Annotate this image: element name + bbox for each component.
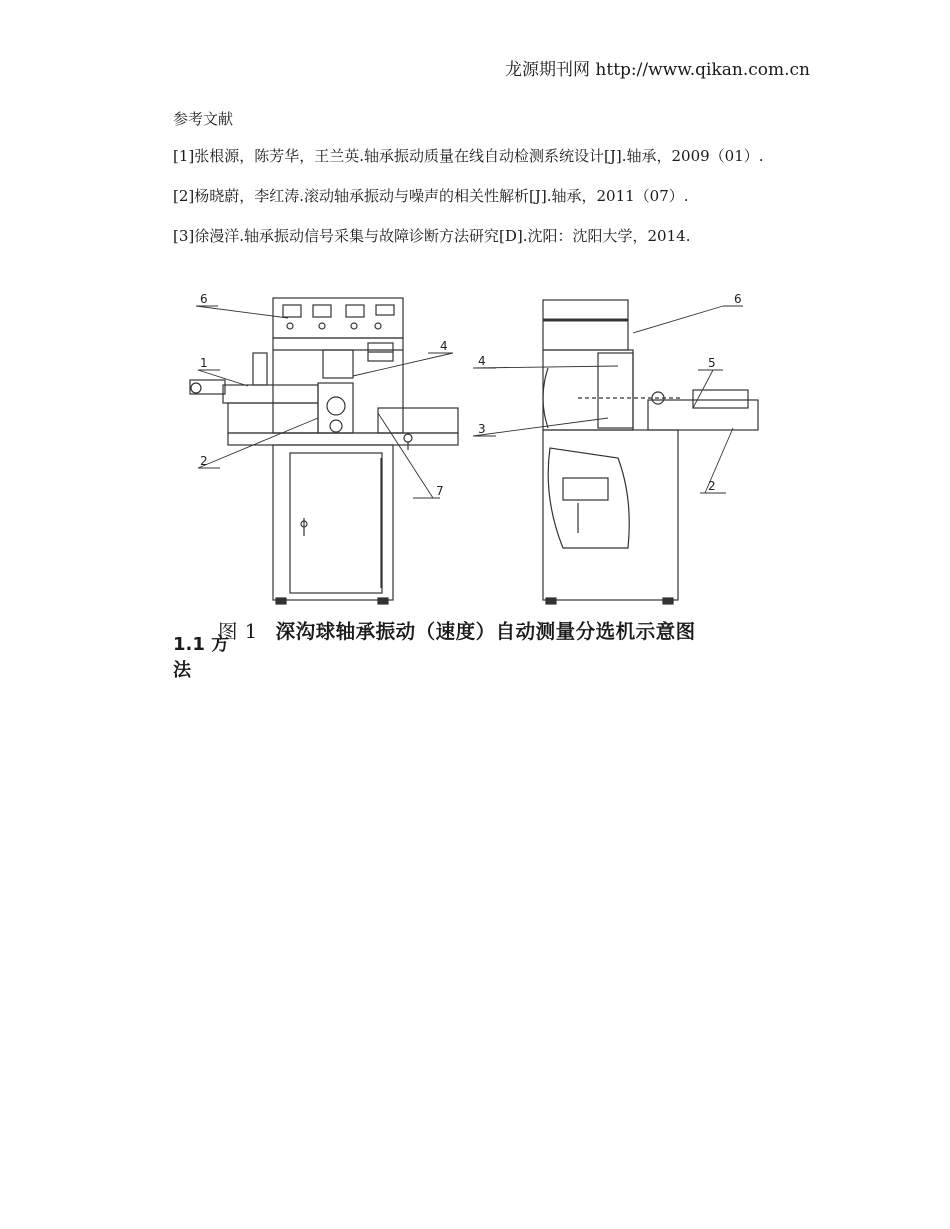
label-side-3: 3 bbox=[478, 422, 486, 436]
machine-schematic-drawing bbox=[178, 288, 778, 618]
side-table bbox=[648, 400, 758, 430]
discharge-conveyor bbox=[378, 408, 458, 433]
control-panel bbox=[273, 298, 403, 338]
figure-number: 图 1 bbox=[218, 620, 258, 643]
figure-1 bbox=[173, 288, 778, 681]
side-control-panel bbox=[543, 300, 628, 350]
reference-item-1: [1]张根源，陈芳华，王兰英.轴承振动质量在线自动检测系统设计[J].轴承，2009（01）. bbox=[173, 147, 764, 165]
label-side-4: 4 bbox=[478, 354, 486, 368]
label-front-2: 2 bbox=[200, 454, 208, 468]
label-front-1: 1 bbox=[200, 356, 208, 370]
label-front-4: 4 bbox=[440, 339, 448, 353]
side-cabinet bbox=[543, 430, 678, 600]
label-side-5: 5 bbox=[708, 356, 716, 370]
work-table bbox=[228, 433, 458, 445]
journal-source-header: 龙源期刊网 http://www.qikan.com.cn bbox=[505, 60, 810, 80]
figure-caption-text: 深沟球轴承振动（速度）自动测量分选机示意图 bbox=[275, 620, 696, 643]
cropped-heading bbox=[173, 634, 243, 681]
reference-item-3: [3]徐漫洋.轴承振动信号采集与故障诊断方法研究[D].沈阳：沈阳大学，2014. bbox=[173, 227, 691, 245]
cropped-heading-text: 1.1 方法 bbox=[173, 634, 230, 681]
figure-caption bbox=[218, 616, 696, 644]
feeding-arm bbox=[223, 385, 318, 403]
label-front-6: 6 bbox=[200, 292, 208, 306]
label-front-7: 7 bbox=[436, 484, 444, 498]
label-side-6: 6 bbox=[734, 292, 742, 306]
side-view bbox=[473, 300, 758, 604]
references-section bbox=[173, 108, 833, 265]
label-side-2: 2 bbox=[708, 479, 716, 493]
front-view bbox=[190, 298, 458, 604]
reference-item-2: [2]杨晓蔚，李红涛.滚动轴承振动与噪声的相关性解析[J].轴承，2011（07）. bbox=[173, 187, 689, 205]
references-title: 参考文献 bbox=[173, 110, 234, 128]
lower-cabinet bbox=[273, 445, 393, 600]
